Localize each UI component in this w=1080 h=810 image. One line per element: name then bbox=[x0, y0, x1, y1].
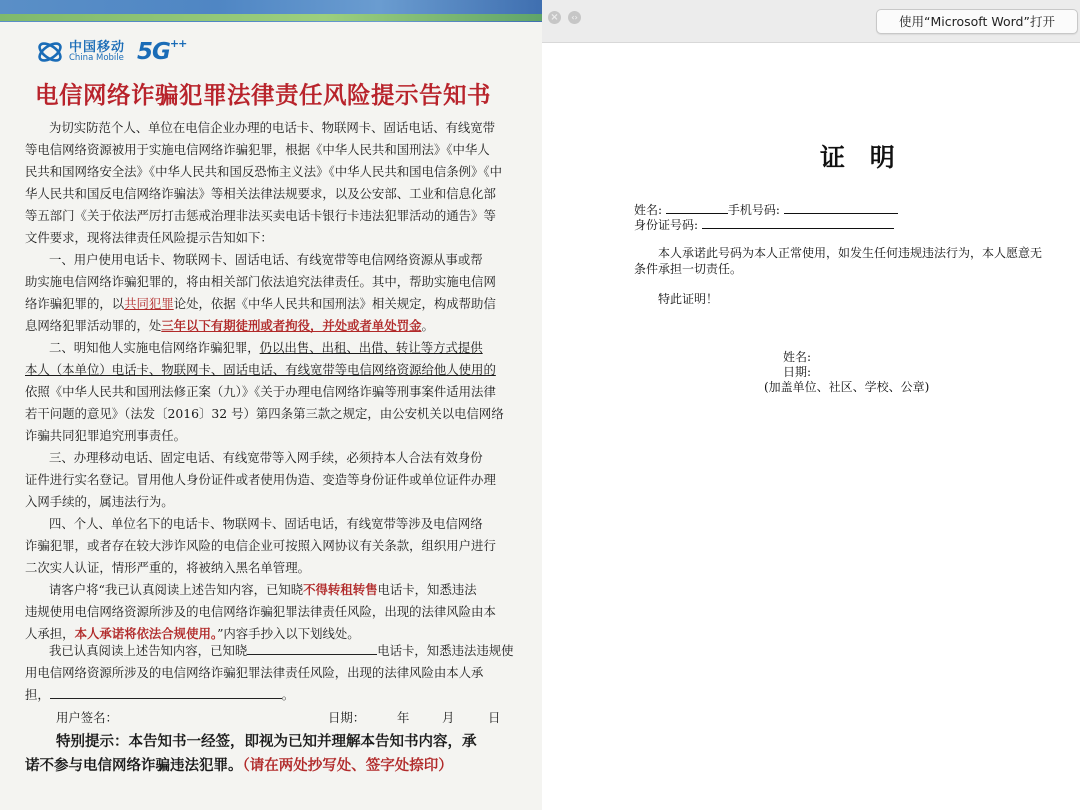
copy-request-line: 请客户将“我已认真阅读上述告知内容，已知晓不得转租转售电话卡，知悉违法 bbox=[49, 582, 477, 597]
phone-blank[interactable] bbox=[784, 202, 898, 214]
china-mobile-logo-icon bbox=[36, 38, 64, 66]
copy-line: 我已认真阅读上述告知内容，已知晓 电话卡，知悉违法违规使 bbox=[49, 643, 514, 658]
name-phone-row: 姓名: 手机号码: bbox=[634, 202, 898, 218]
section-2-line: 诈骗共同犯罪追究刑事责任。 bbox=[25, 428, 187, 443]
fullscreen-icon[interactable]: ‹› bbox=[568, 11, 581, 24]
signature-date-label: 日期: bbox=[783, 365, 812, 379]
name-blank[interactable] bbox=[666, 202, 728, 214]
signature-name-label: 姓名: bbox=[783, 350, 812, 364]
section-3-line: 三、办理移动电话、固定电话、有线宽带等入网手续，必须持本人合法有效身份 bbox=[49, 450, 483, 465]
highlight-joint-crime: 共同犯罪 bbox=[124, 296, 174, 311]
notice-intro-line: 为切实防范个人、单位在电信企业办理的电话卡、物联网卡、固话电话、有线宽带 bbox=[49, 120, 496, 135]
section-4-line: 四、个人、单位名下的电话卡、物联网卡、固话电话，有线宽带等涉及电信网络 bbox=[49, 516, 483, 531]
special-warning-line: 诺不参与电信网络诈骗违法犯罪。（请在两处抄写处、签字处捺印） bbox=[25, 757, 453, 774]
notice-intro-line: 等五部门《关于依法严厉打击惩戒治理非法买卖电话卡银行卡违法犯罪活动的通告》等 bbox=[25, 208, 496, 223]
section-1-line: 一、用户使用电话卡、物联网卡、固话电话、有线宽带等电信网络资源从事或帮 bbox=[49, 252, 483, 267]
section-2-line: 若干问题的意见》（法发〔2016〕32 号）第四条第三款之规定，由公安机关以电信网络 bbox=[25, 406, 504, 421]
highlight-sell-rent: 仍以出售、出租、出借、转让等方式提供 bbox=[259, 340, 483, 355]
fingerprint-instruction: （请在两处抄写处、签字处捺印） bbox=[242, 757, 453, 774]
highlight-penalty: 三年以下有期徒刑或者拘役，并处或者单处罚金 bbox=[161, 318, 422, 333]
section-3-line: 入网手续的，属违法行为。 bbox=[25, 494, 174, 509]
5g-logo: 5G++ bbox=[137, 37, 187, 65]
date-day: 日 bbox=[488, 710, 501, 725]
user-signature-label: 用户签名： bbox=[56, 710, 118, 725]
certificate-body-line: 本人承诺此号码为本人正常使用，如发生任何违规违法行为，本人愿意无 bbox=[658, 246, 1043, 260]
section-4-line: 诈骗犯罪，或者存在较大涉诈风险的电信企业可按照入网协议有关条款，组织用户进行 bbox=[25, 538, 496, 553]
section-2-line: 二、明知他人实施电信网络诈骗犯罪，仍以出售、出租、出借、转让等方式提供 bbox=[49, 340, 483, 355]
section-2-line: 依照《中华人民共和国刑法修正案（九）》《关于办理电信网络诈骗等刑事案件适用法律 bbox=[25, 384, 496, 399]
paper-green-stripe bbox=[0, 14, 542, 21]
section-3-line: 证件进行实名登记。冒用他人身份证件或者使用伪造、变造等身份证件或单位证件办理 bbox=[25, 472, 496, 487]
notice-intro-line: 文件要求，现将法律责任风险提示告知如下： bbox=[25, 230, 273, 245]
notice-title: 电信网络诈骗犯罪法律责任风险提示告知书 bbox=[35, 81, 491, 109]
copy-blank-2[interactable] bbox=[50, 686, 282, 699]
copy-request-line: 人承担，本人承诺将依法合规使用。”内容手抄入以下划线处。 bbox=[25, 626, 360, 641]
section-4-line: 二次实人认证，情形严重的，将被纳入黑名单管理。 bbox=[25, 560, 310, 575]
document-viewer-window bbox=[542, 0, 1080, 810]
copy-request-line: 违规使用电信网络资源所涉及的电信网络诈骗犯罪法律责任风险，出现的法律风险由本 bbox=[25, 604, 496, 619]
date-label: 日期： bbox=[328, 710, 366, 725]
copy-blank-1[interactable] bbox=[247, 642, 377, 655]
brand-name-en: China Mobile bbox=[69, 53, 124, 64]
notice-intro-line: 民共和国网络安全法》《中华人民共和国反恐怖主义法》《中华人民共和国电信条例》《中 bbox=[25, 164, 503, 179]
date-year: 年 bbox=[397, 710, 410, 725]
id-number-blank[interactable] bbox=[702, 217, 894, 229]
highlight-compliance-promise: 本人承诺将依法合规使用。 bbox=[74, 626, 218, 641]
highlight-no-resale: 不得转租转售 bbox=[303, 582, 378, 597]
close-window-icon[interactable]: × bbox=[548, 11, 561, 24]
special-warning-line: 特别提示：本告知书一经签，即视为已知并理解本告知书内容，承 bbox=[56, 733, 477, 750]
certificate-title: 证 明 bbox=[820, 143, 903, 172]
notice-intro-line: 等电信网络资源被用于实施电信网络诈骗犯罪，根据《中华人民共和国刑法》《中华人 bbox=[25, 142, 490, 157]
viewer-titlebar bbox=[542, 0, 1080, 43]
certificate-body-line: 条件承担一切责任。 bbox=[634, 262, 743, 276]
brand-name-cn: 中国移动 bbox=[69, 39, 126, 55]
copy-line: 担， 。 bbox=[25, 687, 295, 702]
section-2-line: 本人（本单位）电话卡、物联网卡、固话电话、有线宽带等电信网络资源给他人使用的 bbox=[25, 362, 496, 377]
id-row: 身份证号码: bbox=[634, 217, 894, 233]
hereby-certify: 特此证明！ bbox=[658, 292, 719, 306]
section-1-line: 息网络犯罪活动罪的，处三年以下有期徒刑或者拘役，并处或者单处罚金。 bbox=[25, 318, 434, 333]
china-mobile-logo bbox=[36, 38, 186, 66]
open-with-word-button[interactable]: 使用“Microsoft Word”打开 bbox=[876, 9, 1078, 34]
date-month: 月 bbox=[442, 710, 455, 725]
copy-line: 用电信网络资源所涉及的电信网络诈骗犯罪法律责任风险，出现的法律风险由本人承 bbox=[25, 665, 484, 680]
notice-intro-line: 华人民共和国反电信网络诈骗法》等相关法律法规要求，以及公安部、工业和信息化部 bbox=[25, 186, 496, 201]
section-1-line: 助实施电信网络诈骗犯罪的，将由相关部门依法追究法律责任。其中，帮助实施电信网 bbox=[25, 274, 496, 289]
section-1-line: 络诈骗犯罪的，以共同犯罪论处，依据《中华人民共和国刑法》相关规定，构成帮助信 bbox=[25, 296, 496, 311]
stamp-note: (加盖单位、社区、学校、公章) bbox=[764, 380, 930, 394]
